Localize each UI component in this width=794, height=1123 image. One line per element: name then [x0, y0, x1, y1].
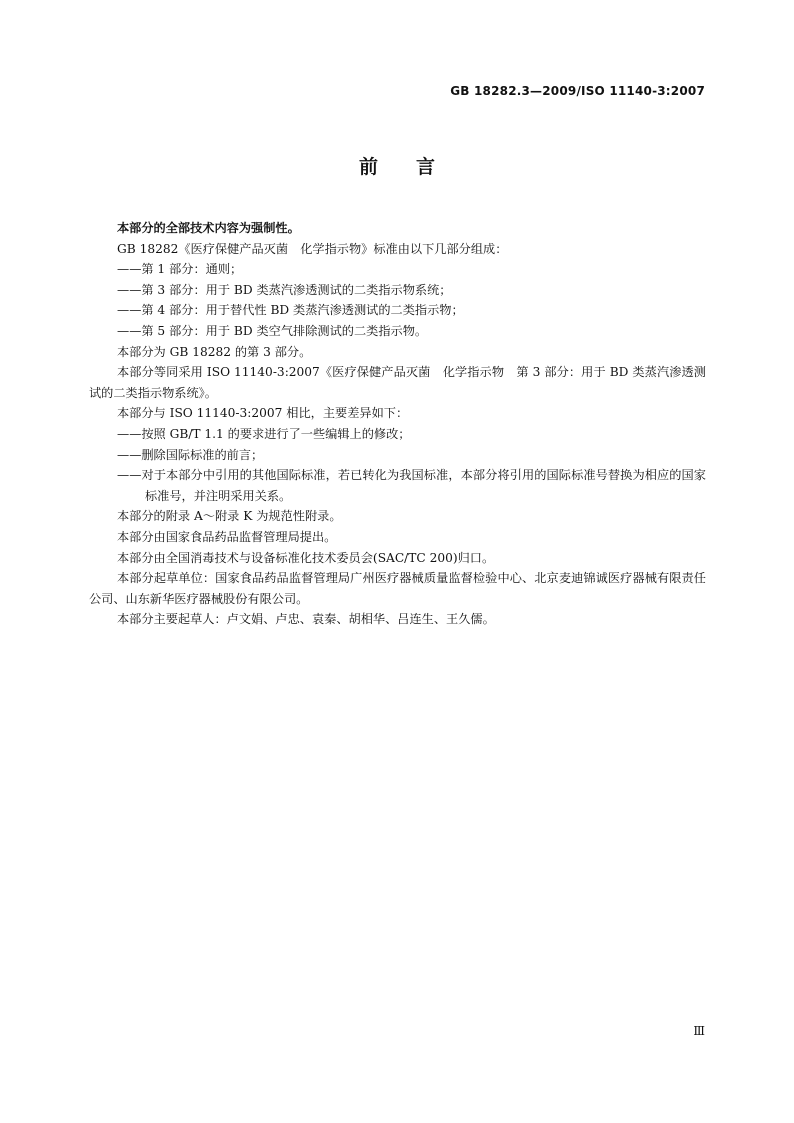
annex-statement: 本部分的附录 A～附录 K 为规范性附录。: [117, 509, 342, 524]
differences-intro: 本部分与 ISO 11140-3:2007 相比，主要差异如下：: [117, 406, 409, 421]
difference-item: ——按照 GB/T 1.1 的要求进行了一些编辑上的修改；: [117, 426, 411, 441]
part-statement: 本部分为 GB 18282 的第 3 部分。: [117, 344, 312, 359]
part-list-item: ——第 1 部分：通则；: [117, 262, 243, 277]
adoption-statement: 本部分等同采用 ISO 11140-3:2007《医疗保健产品灭菌 化学指示物 第 3 部分：用于 BD 类蒸汽渗透测试的二类指示物系统》。: [89, 365, 706, 400]
difference-item: ——对于本部分中引用的其他国际标准，若已转化为我国标准，本部分将引用的国际标准号替换为相应的国家标准号，并注明采用关系。: [117, 468, 706, 503]
proposer-statement: 本部分由国家食品药品监督管理局提出。: [117, 529, 337, 544]
committee-statement: 本部分由全国消毒技术与设备标准化技术委员会(SAC/TC 200)归口。: [117, 550, 495, 565]
difference-item: ——删除国际标准的前言；: [117, 447, 264, 462]
structure-intro: GB 18282《医疗保健产品灭菌 化学指示物》标准由以下几部分组成：: [117, 241, 508, 256]
drafting-units: 本部分起草单位：国家食品药品监督管理局广州医疗器械质量监督检验中心、北京麦迪锦诚医疗器械有限责任公司、山东新华医疗器械股份有限公司。: [89, 571, 706, 606]
document-number: GB 18282.3—2009/ISO 11140-3:2007: [450, 84, 705, 98]
mandatory-statement: 本部分的全部技术内容为强制性。: [117, 221, 300, 235]
page-number: Ⅲ: [693, 1024, 705, 1038]
drafters: 本部分主要起草人：卢文娟、卢忠、袁秦、胡相华、吕连生、王久儒。: [117, 612, 495, 627]
foreword-body: [89, 218, 706, 630]
part-list-item: ——第 4 部分：用于替代性 BD 类蒸汽渗透测试的二类指示物；: [117, 303, 464, 318]
part-list-item: ——第 3 部分：用于 BD 类蒸汽渗透测试的二类指示物系统；: [117, 282, 452, 297]
page-title: 前言: [358, 156, 473, 178]
part-list-item: ——第 5 部分：用于 BD 类空气排除测试的二类指示物。: [117, 323, 428, 338]
